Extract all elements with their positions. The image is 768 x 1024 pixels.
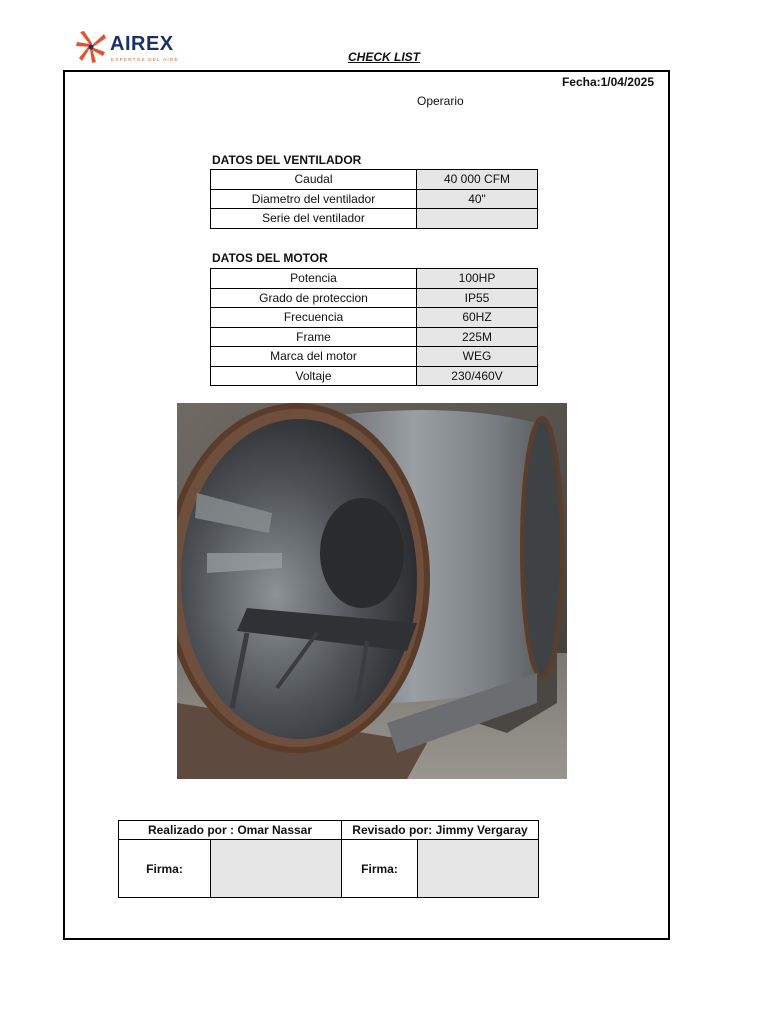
motor-data-table xyxy=(210,268,538,386)
motor-data-title: DATOS DEL MOTOR xyxy=(212,251,328,265)
signature-body-row xyxy=(119,840,539,898)
signature-box-right[interactable] xyxy=(418,840,539,898)
motor-row-value: 60HZ xyxy=(417,308,538,328)
table-row xyxy=(211,209,538,229)
table-row xyxy=(211,347,538,367)
fan-row-label: Diametro del ventilador xyxy=(211,189,417,209)
fan-row-value: 40 000 CFM xyxy=(417,170,538,190)
fan-row-value xyxy=(417,209,538,229)
table-row xyxy=(211,366,538,386)
logo-tagline: EXPERTOS DEL AIRE xyxy=(111,57,179,62)
table-row xyxy=(211,327,538,347)
date-label: Fecha:1/04/2025 xyxy=(561,75,654,89)
document-title: CHECK LIST xyxy=(348,50,420,64)
table-row xyxy=(211,288,538,308)
fan-photo xyxy=(177,403,567,779)
realizado-por-label: Realizado por : Omar Nassar xyxy=(119,821,342,840)
signature-box-left[interactable] xyxy=(211,840,342,898)
table-row xyxy=(211,189,538,209)
firma-label-right: Firma: xyxy=(342,840,418,898)
fan-row-label: Caudal xyxy=(211,170,417,190)
revisado-por-label: Revisado por: Jimmy Vergaray xyxy=(342,821,539,840)
motor-row-value: IP55 xyxy=(417,288,538,308)
fan-row-label: Serie del ventilador xyxy=(211,209,417,229)
table-row xyxy=(211,308,538,328)
motor-row-label: Frame xyxy=(211,327,417,347)
operario-label: Operario xyxy=(417,94,464,108)
motor-row-value: 230/460V xyxy=(417,366,538,386)
motor-row-label: Voltaje xyxy=(211,366,417,386)
motor-row-label: Frecuencia xyxy=(211,308,417,328)
signature-table xyxy=(118,820,539,898)
motor-row-value: 225M xyxy=(417,327,538,347)
motor-row-label: Potencia xyxy=(211,269,417,289)
table-row xyxy=(211,269,538,289)
firma-label-left: Firma: xyxy=(119,840,211,898)
fan-data-table xyxy=(210,169,538,229)
checklist-frame xyxy=(63,70,670,940)
motor-row-label: Marca del motor xyxy=(211,347,417,367)
axial-fan-image xyxy=(177,403,567,779)
fan-data-title: DATOS DEL VENTILADOR xyxy=(212,153,362,167)
logo-wordmark: AIREX xyxy=(110,33,174,55)
signature-header-row xyxy=(119,821,539,840)
table-row xyxy=(211,170,538,190)
motor-row-value: WEG xyxy=(417,347,538,367)
motor-row-label: Grado de proteccion xyxy=(211,288,417,308)
motor-row-value: 100HP xyxy=(417,269,538,289)
fan-row-value: 40" xyxy=(417,189,538,209)
